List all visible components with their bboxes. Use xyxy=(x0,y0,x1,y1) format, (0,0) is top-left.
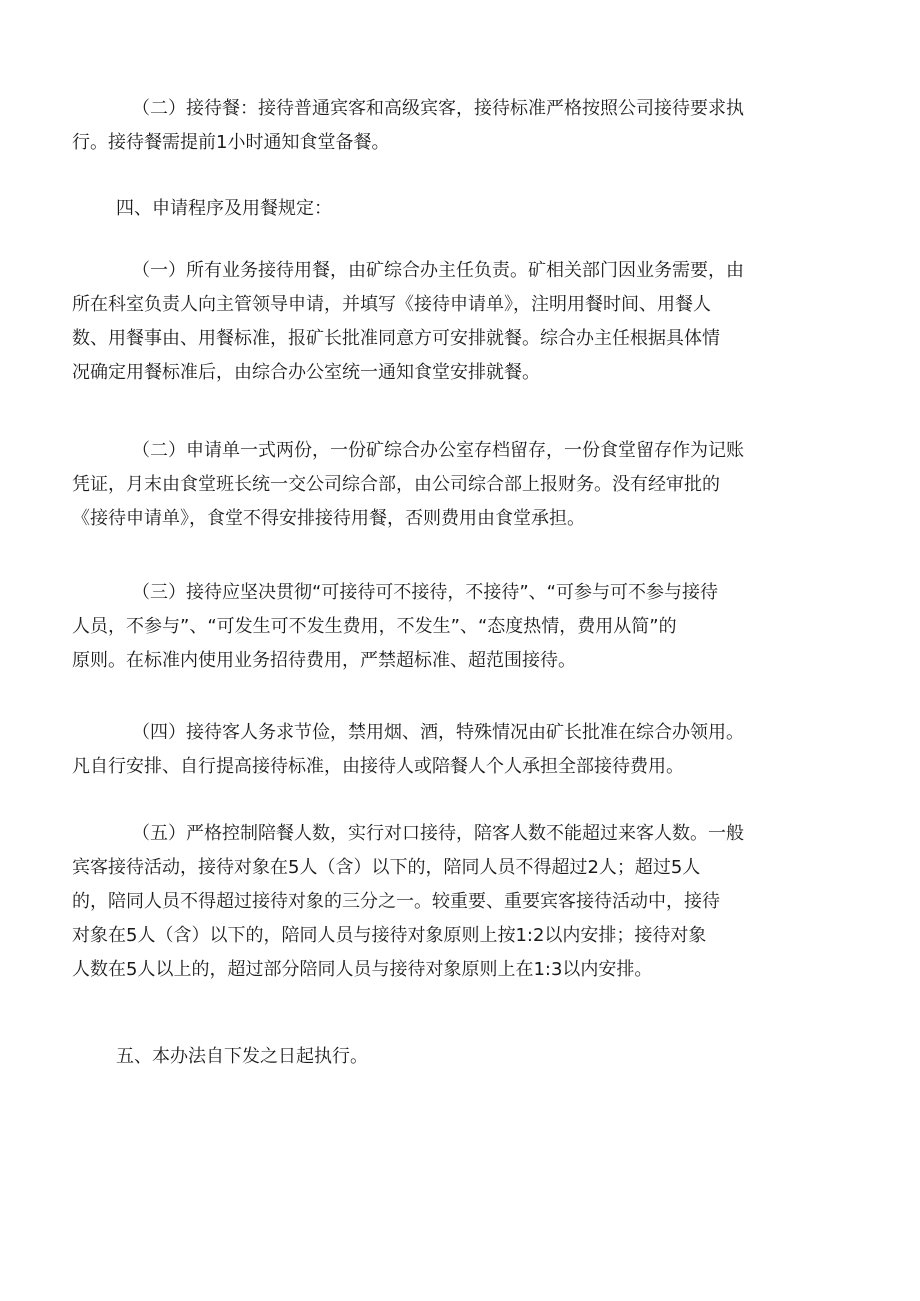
text-line: 的，陪同人员不得超过接待对象的三分之一。较重要、重要宾客接待活动中，接待 xyxy=(72,891,720,912)
text-line: 凭证，月末由食堂班长统一交公司综合部，由公司综合部上报财务。没有经审批的 xyxy=(72,474,720,495)
text-line: （四）接待客人务求节俭，禁用烟、酒，特殊情况由矿长批准在综合办领用。 xyxy=(132,722,744,743)
text-line: （五）严格控制陪餐人数，实行对口接待，陪客人数不能超过来客人数。一般 xyxy=(132,823,744,844)
text-line: 人数在5人以上的，超过部分陪同人员与接待对象原则上在1:3以内安排。 xyxy=(72,959,653,980)
text-line: 人员，不参与”、“可发生可不发生费用，不发生”、“态度热情，费用从简”的 xyxy=(72,616,677,637)
paragraph-item-one xyxy=(72,254,802,390)
heading-line: 四、申请程序及用餐规定： xyxy=(116,198,332,219)
text-line: （二）接待餐：接待普通宾客和高级宾客，接待标准严格按照公司接待要求执 xyxy=(132,98,744,119)
section-five-heading xyxy=(72,1040,802,1074)
text-line: 况确定用餐标准后，由综合办公室统一通知食堂安排就餐。 xyxy=(72,362,540,383)
text-line: 对象在5人（含）以下的，陪同人员与接待对象原则上按1:2以内安排；接待对象 xyxy=(72,925,707,946)
section-four-heading xyxy=(72,192,802,226)
text-line: 数、用餐事由、用餐标准，报矿长批准同意方可安排就餐。综合办主任根据具体情 xyxy=(72,328,720,349)
paragraph-item-three xyxy=(72,576,802,678)
heading-line: 五、本办法自下发之日起执行。 xyxy=(116,1046,368,1067)
text-line: （三）接待应坚决贯彻“可接待可不接待，不接待”、“可参与可不参与接待 xyxy=(132,582,718,603)
text-line: 凡自行安排、自行提高接待标准，由接待人或陪餐人个人承担全部接待费用。 xyxy=(72,756,684,777)
paragraph-reception-meal xyxy=(72,92,802,160)
text-line: 《接待申请单》，食堂不得安排接待用餐，否则费用由食堂承担。 xyxy=(72,508,585,529)
paragraph-item-two xyxy=(72,434,802,536)
text-line: 原则。在标准内使用业务招待费用，严禁超标准、超范围接待。 xyxy=(72,650,576,671)
text-line: 行。接待餐需提前1小时通知食堂备餐。 xyxy=(72,132,390,153)
text-line: 所在科室负责人向主管领导申请，并填写《接待申请单》，注明用餐时间、用餐人 xyxy=(72,294,711,315)
text-line: （二）申请单一式两份，一份矿综合办公室存档留存，一份食堂留存作为记账 xyxy=(132,440,744,461)
text-line: 宾客接待活动，接待对象在5人（含）以下的，陪同人员不得超过2人；超过5人 xyxy=(72,857,701,878)
paragraph-item-four xyxy=(72,716,802,784)
paragraph-item-five xyxy=(72,817,802,987)
text-line: （一）所有业务接待用餐，由矿综合办主任负责。矿相关部门因业务需要，由 xyxy=(132,260,744,281)
